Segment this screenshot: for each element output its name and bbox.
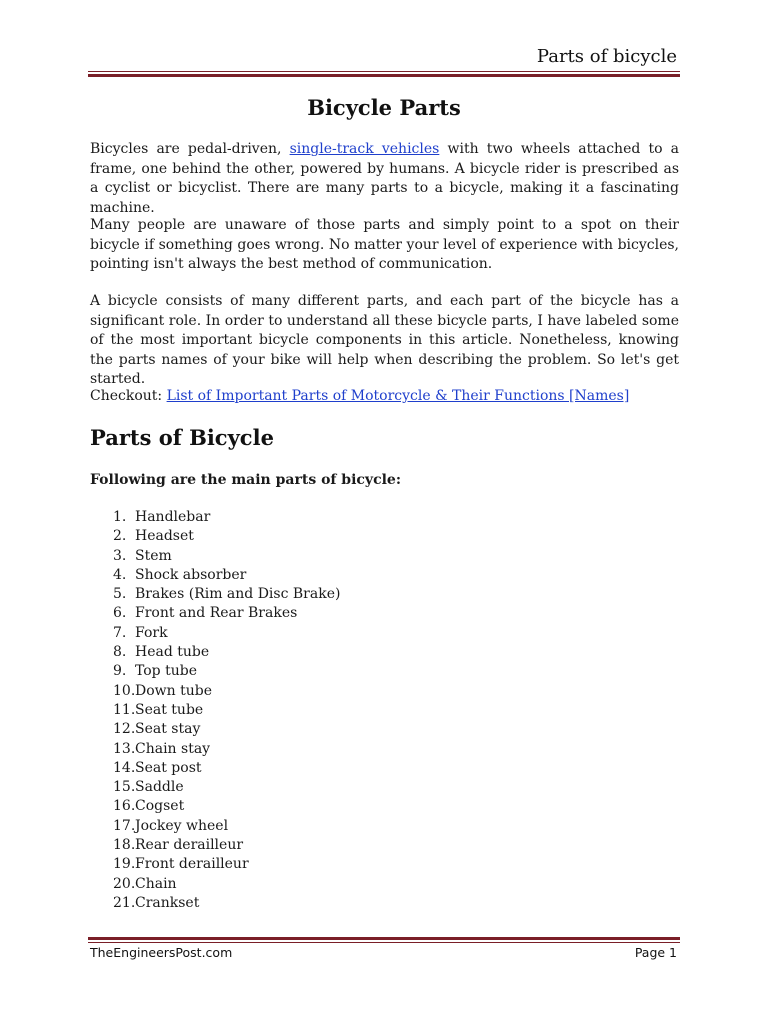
list-item [90, 566, 340, 585]
list-item [90, 894, 340, 913]
list-item [90, 682, 340, 701]
list-item-label: Head tube [135, 644, 210, 661]
paragraph-components: A bicycle consists of many different parts, and each part of the bicycle has a significant role. In order to understand all these bicycle parts, I have labeled some of the most important bicycle components in this article. Nonetheless, knowing the parts names of your bike will help when describing the problem. So let's get started. [90, 293, 679, 387]
list-item [90, 547, 340, 566]
list-item-label: Seat post [135, 759, 202, 776]
list-item [90, 759, 340, 778]
list-item [90, 585, 340, 604]
list-item-label: Headset [135, 528, 194, 545]
list-item-number: 6. [113, 605, 127, 622]
list-item-number: 5. [113, 586, 127, 603]
list-item [90, 817, 340, 836]
list-item-number: 3. [113, 547, 127, 564]
list-item-number: 13. [113, 740, 136, 757]
footer-site-name: TheEngineersPost.com [90, 945, 233, 960]
list-item-label: Handlebar [135, 509, 211, 525]
list-item-label: Shock absorber [135, 566, 247, 583]
list-item-number: 21. [113, 894, 136, 911]
motorcycle-parts-link[interactable]: List of Important Parts of Motorcycle & Their Functions [Names] [166, 388, 630, 404]
footer-rule [88, 937, 680, 943]
list-item [90, 720, 340, 739]
list-item-label: Chain stay [135, 740, 211, 757]
list-item [90, 604, 340, 623]
list-item-number: 4. [113, 566, 127, 583]
document-title: Bicycle Parts [307, 95, 461, 120]
footer-page-number: Page 1 [634, 945, 677, 960]
list-item-number: 2. [113, 528, 127, 545]
list-item-number: 18. [113, 837, 136, 854]
list-intro: Following are the main parts of bicycle: [90, 472, 401, 488]
list-item-label: Fork [135, 624, 168, 641]
list-item-number: 7. [113, 624, 127, 641]
list-item-number: 20. [113, 875, 136, 892]
list-item [90, 797, 340, 816]
list-item-number: 10. [113, 682, 136, 699]
paragraph-intro: Bicycles are pedal-driven, single-track vehicles with two wheels attached to a frame, one behind the other, powered by humans. A bicycle rider is prescribed as a cyclist or bicyclist. There are many parts to a bicycle, making it a fascinating machine. [90, 141, 679, 216]
list-item [90, 508, 340, 527]
list-item-label: Brakes (Rim and Disc Brake) [135, 586, 341, 603]
list-item-label: Down tube [135, 682, 212, 699]
list-item-number: 11. [113, 701, 136, 718]
list-item [90, 836, 340, 855]
single-track-vehicles-link[interactable]: single-track vehicles [289, 141, 440, 157]
list-item-label: Crankset [135, 894, 200, 911]
checkout-line: Checkout: List of Important Parts of Motorcycle & Their Functions [Names] [90, 388, 630, 404]
list-item [90, 778, 340, 797]
list-item [90, 624, 340, 643]
list-item-label: Front and Rear Brakes [135, 605, 298, 622]
paragraph-unaware: Many people are unaware of those parts and simply point to a spot on their bicycle if something goes wrong. No matter your level of experience with bicycles, pointing isn't always the best method of communication. [90, 217, 679, 272]
list-item-label: Stem [135, 547, 172, 564]
list-item-number: 9. [113, 663, 127, 680]
list-item [90, 527, 340, 546]
list-item-number: 19. [113, 856, 136, 873]
list-item [90, 875, 340, 894]
list-item-number: 1. [113, 509, 127, 525]
list-item-label: Chain [135, 875, 177, 892]
list-item [90, 740, 340, 759]
list-item-number: 14. [113, 759, 136, 776]
list-item-number: 8. [113, 644, 127, 661]
list-item-label: Front derailleur [135, 856, 249, 873]
list-item-label: Saddle [135, 779, 184, 796]
list-item-label: Seat stay [135, 721, 201, 738]
list-item [90, 855, 340, 874]
list-item-label: Jockey wheel [135, 817, 229, 834]
section-heading: Parts of Bicycle [90, 425, 274, 450]
list-item-number: 16. [113, 798, 136, 815]
running-header-title: Parts of bicycle [536, 46, 677, 67]
list-item-number: 17. [113, 817, 136, 834]
header-rule [88, 71, 680, 77]
list-item [90, 643, 340, 662]
list-item-number: 15. [113, 779, 136, 796]
list-item-label: Top tube [135, 663, 197, 680]
list-item [90, 662, 340, 681]
list-item [90, 701, 340, 720]
list-item-label: Seat tube [135, 701, 204, 718]
list-item-label: Rear derailleur [135, 837, 244, 854]
list-item-label: Cogset [135, 798, 185, 815]
list-item-number: 12. [113, 721, 136, 738]
parts-list [90, 508, 340, 913]
